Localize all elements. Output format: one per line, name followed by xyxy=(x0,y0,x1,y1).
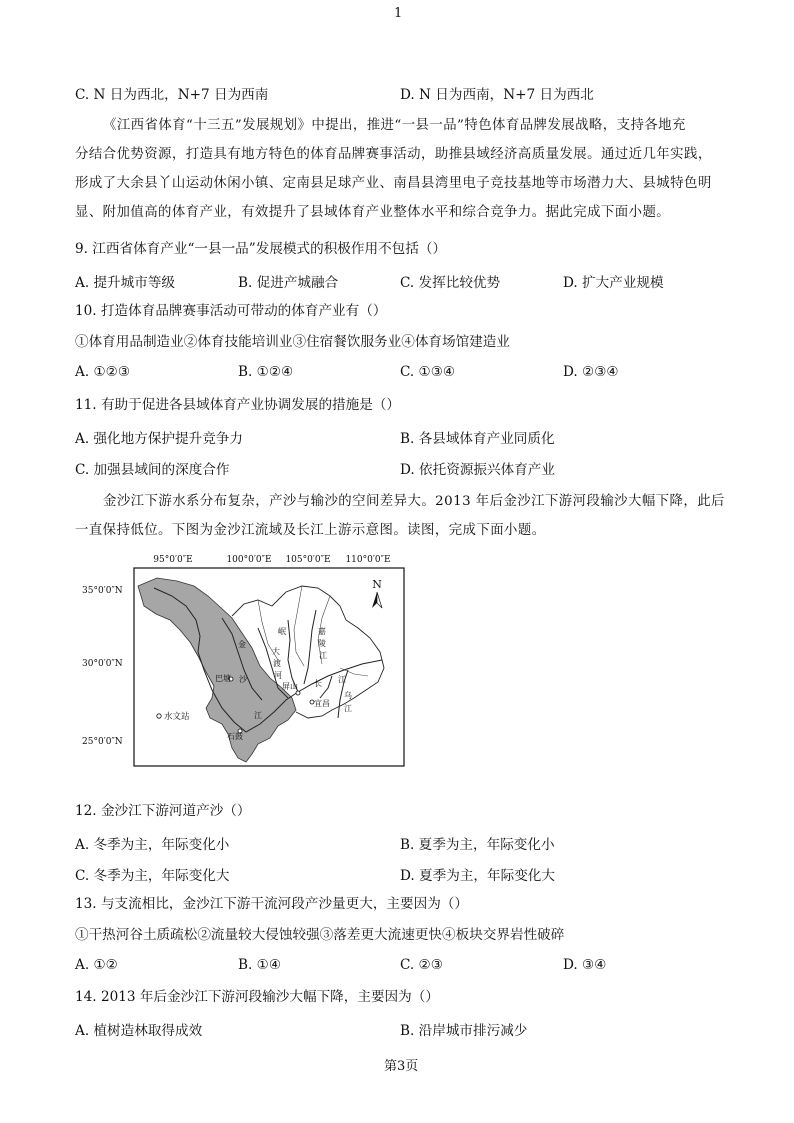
q13-option-c[interactable]: C. ②③ xyxy=(400,957,443,973)
q9-option-b[interactable]: B. 促进产城融合 xyxy=(238,275,339,291)
river-label: 渡 xyxy=(273,659,281,668)
passage2-line: 金沙江下游水系分布复杂，产沙与输沙的空间差异大。2013 年后金沙江下游河段输沙大幅下降，此后 xyxy=(103,494,725,509)
river-label: 江 xyxy=(338,675,346,684)
lat-label: 25°0′0″N xyxy=(82,737,123,747)
q11-option-c[interactable]: C. 加强县域间的深度合作 xyxy=(75,462,230,478)
q12-stem: 12. 金沙江下游河道产沙（） xyxy=(75,803,251,819)
lat-label: 30°0′0″N xyxy=(82,659,123,669)
q10-stem: 10. 打造体育品牌赛事活动可带动的体育产业有（） xyxy=(75,303,387,319)
river-label: 沙 xyxy=(239,675,247,684)
river-label: 河 xyxy=(274,671,282,680)
q11-option-a[interactable]: A. 强化地方保护提升竞争力 xyxy=(75,431,243,447)
q13-option-b[interactable]: B. ①④ xyxy=(238,957,282,973)
place-batang: 巴塘 xyxy=(215,674,231,683)
q10-option-d[interactable]: D. ②③④ xyxy=(563,364,619,380)
q8-option-c[interactable]: C. N 日为西北，N+7 日为西南 xyxy=(75,87,269,103)
place-pingshan: 屏山 xyxy=(282,682,298,691)
q11-option-d[interactable]: D. 依托资源振兴体育产业 xyxy=(400,462,555,478)
q13-option-a[interactable]: A. ①② xyxy=(75,957,118,973)
river-label: 金 xyxy=(238,640,246,649)
q12-option-a[interactable]: A. 冬季为主，年际变化小 xyxy=(75,837,230,853)
q11-option-b[interactable]: B. 各县域体育产业同质化 xyxy=(400,431,555,447)
place-yichang: 宜昌 xyxy=(314,699,330,708)
q12-option-d[interactable]: D. 夏季为主，年际变化大 xyxy=(400,868,555,884)
q10-option-c[interactable]: C. ①③④ xyxy=(400,364,456,380)
river-label: 嘉 xyxy=(318,627,326,636)
river-label: 江 xyxy=(254,711,262,720)
jinsha-river-basin-map xyxy=(82,548,412,768)
lon-label: 95°0′0″E xyxy=(153,555,193,565)
passage1-line: 形成了大余县丫山运动休闲小镇、定南县足球产业、南昌县湾里电子竞技基地等市场潜力大、县城特色明 xyxy=(75,176,712,191)
river-label: 长 xyxy=(314,679,322,688)
river-label: 岷 xyxy=(278,627,286,636)
q11-stem: 11. 有助于促进各县域体育产业协调发展的措施是（） xyxy=(75,397,401,413)
passage1-line: 《江西省体育“十三五”发展规划》中提出，推进“一县一品”特色体育品牌发展战略，支持各地充 xyxy=(103,118,686,133)
q9-option-c[interactable]: C. 发挥比较优势 xyxy=(400,275,501,291)
q10-items: ①体育用品制造业②体育技能培训业③住宿餐饮服务业④体育场馆建造业 xyxy=(75,334,510,350)
q8-option-d[interactable]: D. N 日为西南，N+7 日为西北 xyxy=(400,87,594,103)
lon-label: 100°0′0″E xyxy=(226,555,272,565)
lon-label: 110°0′0″E xyxy=(345,555,391,565)
q9-option-a[interactable]: A. 提升城市等级 xyxy=(75,275,176,291)
q13-option-d[interactable]: D. ③④ xyxy=(563,957,607,973)
lat-label: 35°0′0″N xyxy=(82,586,123,596)
north-label: N xyxy=(372,578,382,591)
q9-option-d[interactable]: D. 扩大产业规模 xyxy=(563,275,664,291)
river-label: 陵 xyxy=(318,639,326,648)
q10-option-a[interactable]: A. ①②③ xyxy=(75,364,131,380)
legend-label: 水文站 xyxy=(164,712,190,722)
place-shigu: 石鼓 xyxy=(227,732,243,741)
river-label: 江 xyxy=(344,704,352,713)
page-number: 1 xyxy=(394,6,403,21)
passage2-line: 一直保持低位。下图为金沙江流域及长江上游示意图。读图，完成下面小题。 xyxy=(75,523,546,538)
q13-stem: 13. 与支流相比，金沙江下游干流河段产沙量更大，主要因为（） xyxy=(75,896,468,912)
river-label: 江 xyxy=(319,651,327,660)
q12-option-c[interactable]: C. 冬季为主，年际变化大 xyxy=(75,868,230,884)
q12-option-b[interactable]: B. 夏季为主，年际变化小 xyxy=(400,837,555,853)
q14-option-a[interactable]: A. 植树造林取得成效 xyxy=(75,1023,203,1039)
station-pingshan xyxy=(296,691,300,695)
q14-option-b[interactable]: B. 沿岸城市排污减少 xyxy=(400,1023,528,1039)
q9-stem: 9. 江西省体育产业“一县一品”发展模式的积极作用不包括（） xyxy=(75,241,447,257)
q13-items: ①干热河谷土质疏松②流量较大侵蚀较强③落差更大流速更快④板块交界岩性破碎 xyxy=(75,927,565,943)
q10-option-b[interactable]: B. ①②④ xyxy=(238,364,294,380)
river-label: 乌 xyxy=(344,691,352,700)
hydrological-station-symbol xyxy=(157,714,161,718)
footer-page-label: 第3页 xyxy=(384,1059,419,1074)
q14-stem: 14. 2013 年后金沙江下游河段输沙大幅下降，主要因为（） xyxy=(75,989,439,1005)
passage1-line: 显、附加值高的体育产业，有效提升了县域体育产业整体水平和综合竞争力。据此完成下面小题。 xyxy=(75,205,671,220)
river-label: 大 xyxy=(272,647,280,656)
passage1-line: 分结合优势资源，打造具有地方特色的体育品牌赛事活动，助推县域经济高质量发展。通过近几年实践， xyxy=(75,147,712,162)
lon-label: 105°0′0″E xyxy=(285,555,331,565)
